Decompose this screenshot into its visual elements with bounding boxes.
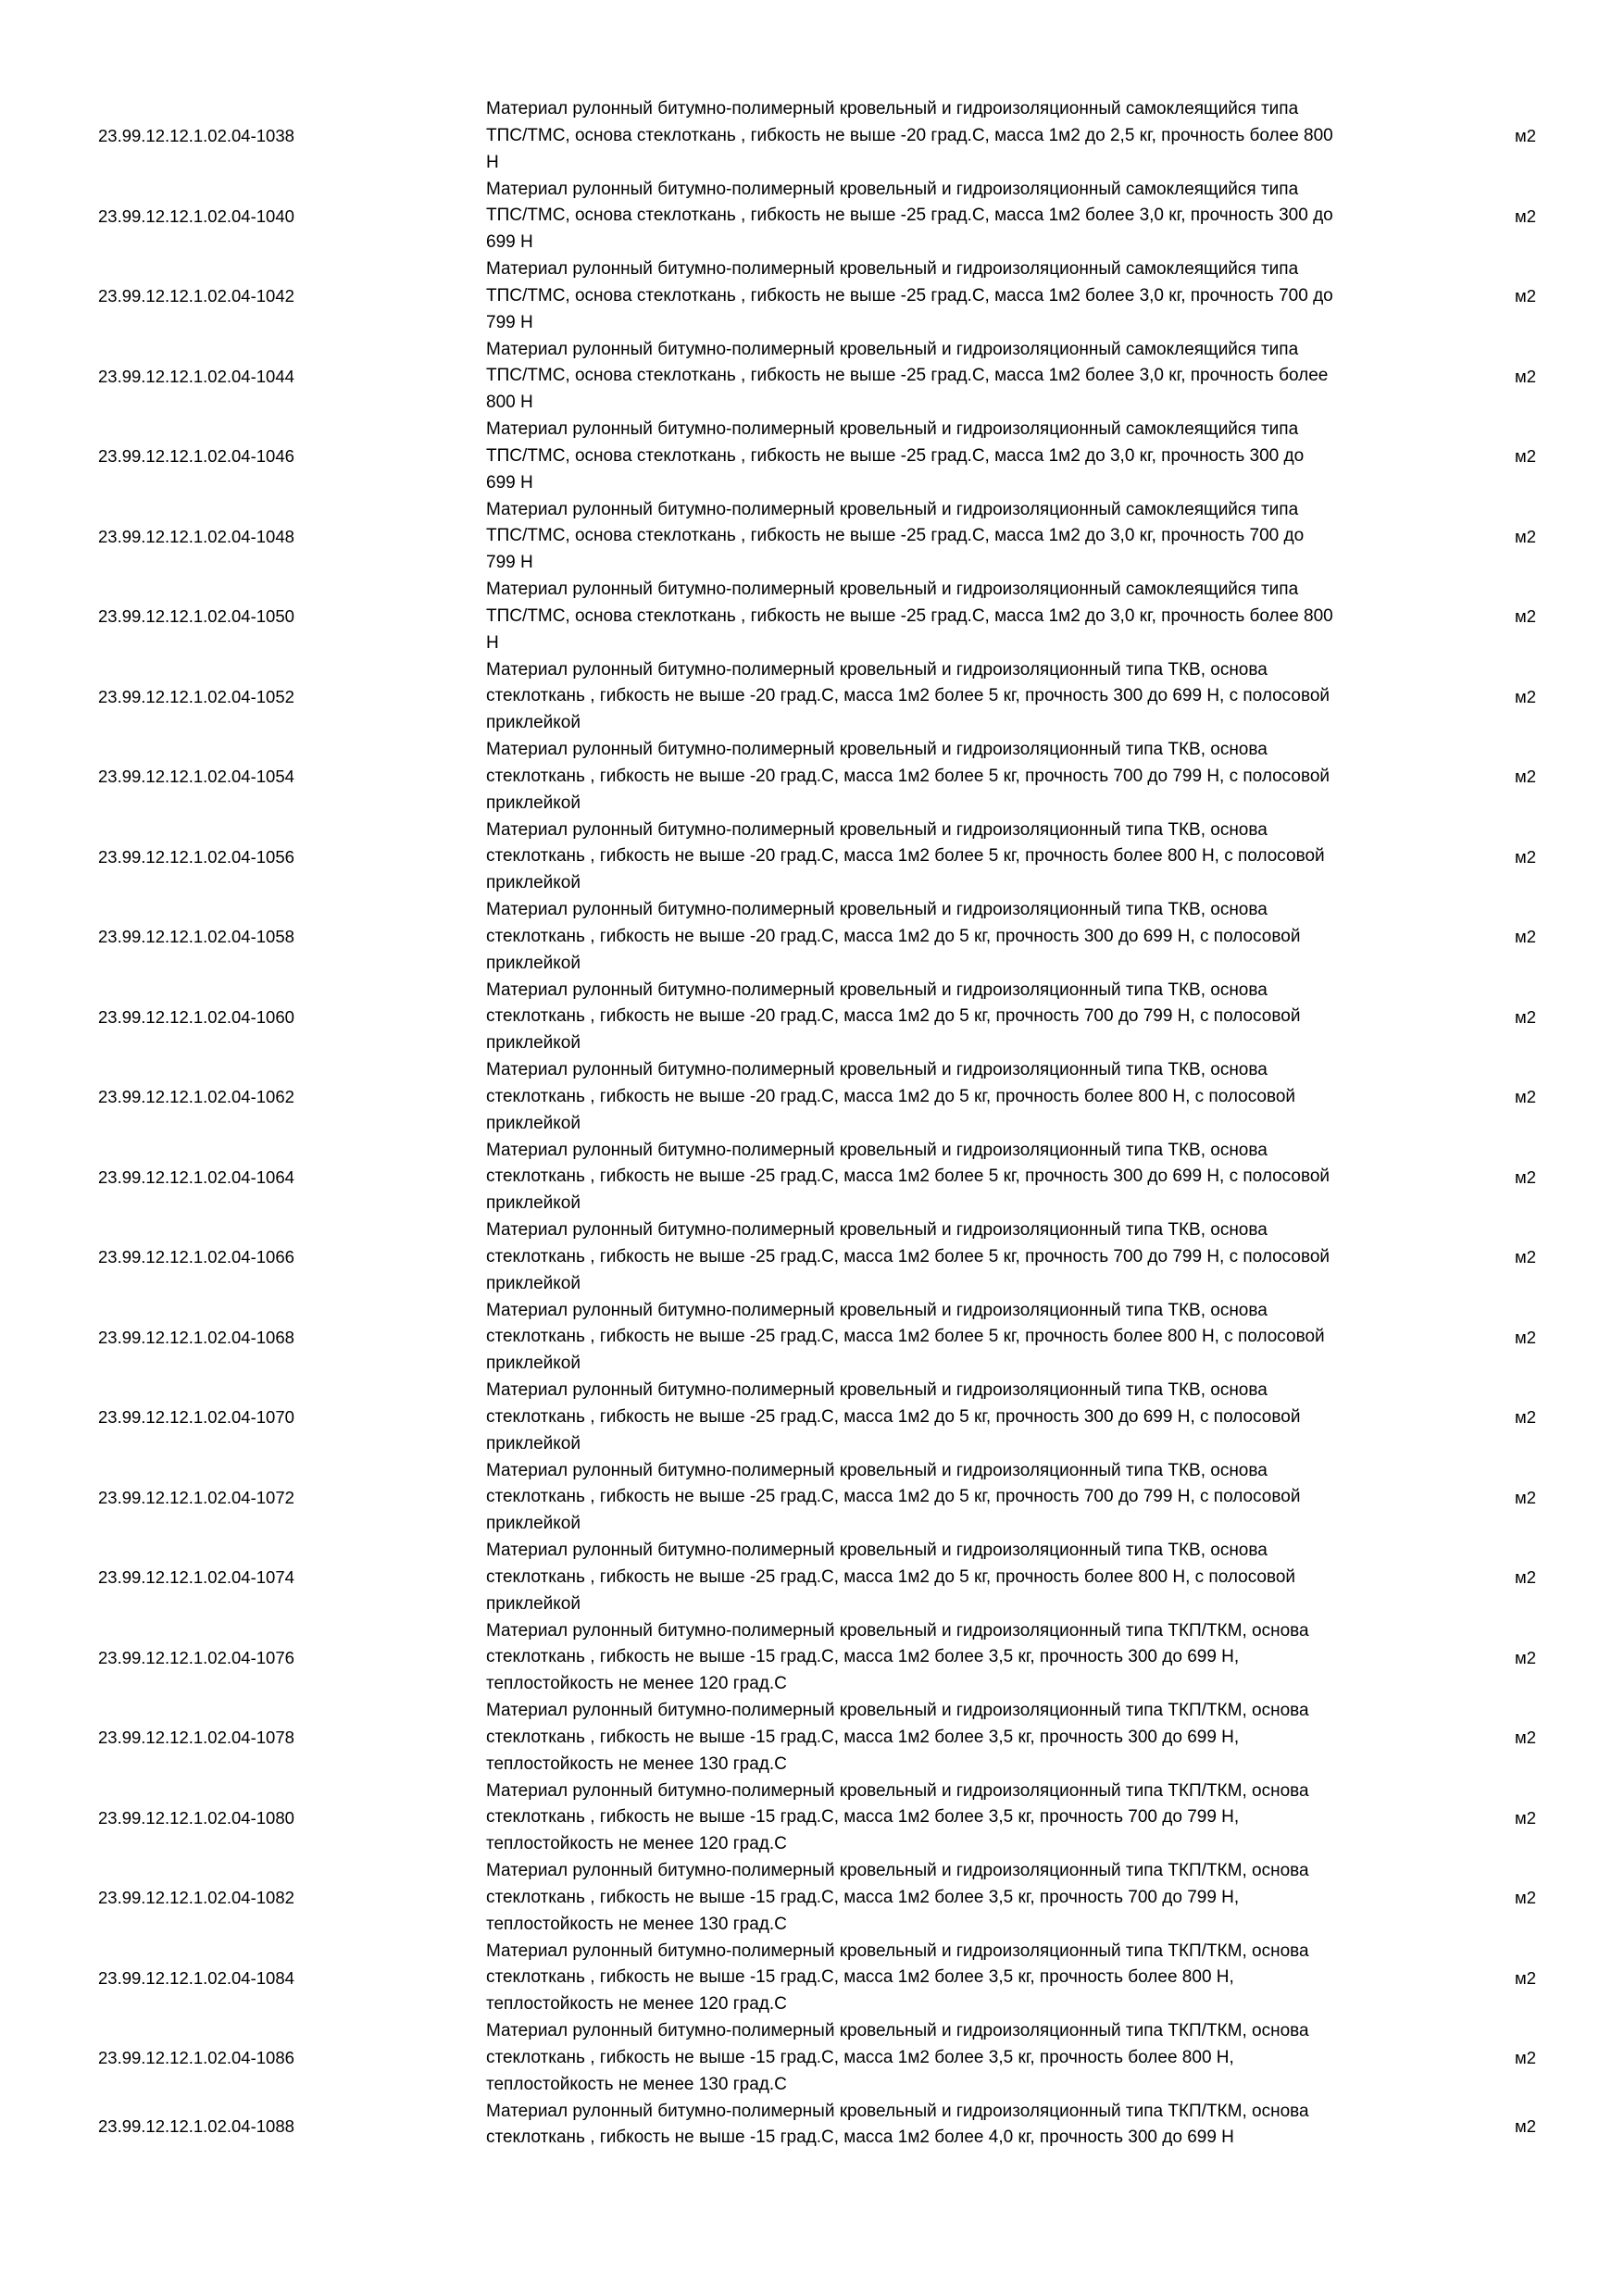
item-description	[486, 978, 1449, 1057]
description-line: приклейкой	[486, 1113, 581, 1133]
price-list-table	[0, 96, 1624, 2154]
description-line: 699 Н	[486, 472, 533, 493]
description-line: Материал рулонный битумно-полимерный кровельный и гидроизоляционный самоклеящийся типа	[486, 339, 1299, 359]
table-row	[0, 1939, 1624, 2019]
description-line: Материал рулонный битумно-полимерный кровельный и гидроизоляционный типа ТКВ, основа	[486, 1541, 1268, 1560]
item-unit: м2	[1515, 1087, 1537, 1107]
item-code: 23.99.12.12.1.02.04-1068	[98, 1327, 294, 1347]
description-line: приклейкой	[486, 873, 581, 893]
description-line: Материал рулонный битумно-полимерный кровельный и гидроизоляционный типа ТКП/ТКМ, основа	[486, 1620, 1309, 1641]
item-unit: м2	[1515, 1006, 1537, 1027]
description-line: стеклоткань , гибкость не выше -25 град.С, масса 1м2 более 5 кг, прочность 700 до 799 Н, с полосовой	[486, 1246, 1330, 1267]
description-line: Материал рулонный битумно-полимерный кровельный и гидроизоляционный типа ТКВ, основа	[486, 659, 1268, 680]
item-code: 23.99.12.12.1.02.04-1042	[98, 286, 294, 306]
item-unit: м2	[1515, 606, 1537, 627]
description-line: ТПС/ТМС, основа стеклоткань , гибкость не выше -25 град.С, масса 1м2 до 3,0 кг, прочность более 800	[486, 605, 1333, 626]
description-line: Материал рулонный битумно-полимерный кровельный и гидроизоляционный типа ТКП/ТКМ, основа	[486, 1780, 1309, 1801]
description-line: стеклоткань , гибкость не выше -15 град.С, масса 1м2 более 3,5 кг, прочность более 800 Н,	[486, 1967, 1234, 1988]
item-unit: м2	[1515, 1647, 1537, 1667]
item-description	[486, 497, 1449, 577]
description-line: Материал рулонный битумно-полимерный кровельный и гидроизоляционный типа ТКП/ТКМ, основа	[486, 2021, 1309, 2040]
description-line: ТПС/ТМС, основа стеклоткань , гибкость не выше -25 град.С, масса 1м2 более 3,0 кг, прочность 700 до	[486, 285, 1333, 306]
item-unit: м2	[1515, 1967, 1537, 1988]
table-row	[0, 1858, 1624, 1939]
item-unit: м2	[1515, 686, 1537, 706]
item-unit: м2	[1515, 366, 1537, 386]
description-line: Материал рулонный битумно-полимерный кровельный и гидроизоляционный самоклеящийся типа	[486, 179, 1299, 199]
table-row	[0, 817, 1624, 898]
item-description	[486, 1939, 1449, 2018]
description-line: приклейкой	[486, 713, 581, 733]
item-description	[486, 657, 1449, 737]
item-code: 23.99.12.12.1.02.04-1078	[98, 1728, 294, 1748]
description-line: Материал рулонный битумно-полимерный кровельный и гидроизоляционный типа ТКВ, основа	[486, 1060, 1268, 1079]
item-code: 23.99.12.12.1.02.04-1056	[98, 846, 294, 867]
item-description	[486, 2099, 1449, 2152]
table-row	[0, 1057, 1624, 1138]
item-description	[486, 1298, 1449, 1378]
description-line: 699 Н	[486, 232, 533, 253]
item-unit: м2	[1515, 1167, 1537, 1187]
item-code: 23.99.12.12.1.02.04-1060	[98, 1006, 294, 1027]
item-code: 23.99.12.12.1.02.04-1070	[98, 1407, 294, 1428]
description-line: ТПС/ТМС, основа стеклоткань , гибкость не выше -25 град.С, масса 1м2 до 3,0 кг, прочность 300 до	[486, 445, 1305, 466]
item-unit: м2	[1515, 1567, 1537, 1588]
item-description	[486, 96, 1449, 176]
description-line: Материал рулонный битумно-полимерный кровельный и гидроизоляционный самоклеящийся типа	[486, 99, 1299, 119]
description-line: стеклоткань , гибкость не выше -25 град.С, масса 1м2 до 5 кг, прочность 700 до 799 Н, с полосовой	[486, 1487, 1301, 1507]
description-line: Материал рулонный битумно-полимерный кровельный и гидроизоляционный самоклеящийся типа	[486, 499, 1299, 519]
item-code: 23.99.12.12.1.02.04-1066	[98, 1247, 294, 1267]
item-unit: м2	[1515, 286, 1537, 306]
table-row	[0, 96, 1624, 177]
item-description	[486, 1698, 1449, 1778]
item-unit: м2	[1515, 2048, 1537, 2068]
item-code: 23.99.12.12.1.02.04-1086	[98, 2048, 294, 2068]
description-line: 799 Н	[486, 312, 533, 332]
item-description	[486, 1217, 1449, 1297]
item-unit: м2	[1515, 767, 1537, 787]
table-row	[0, 1217, 1624, 1298]
description-line: Материал рулонный битумно-полимерный кровельный и гидроизоляционный типа ТКП/ТКМ, основа	[486, 1861, 1309, 1880]
description-line: стеклоткань , гибкость не выше -20 град.С, масса 1м2 до 5 кг, прочность 300 до 699 Н, с полосовой	[486, 926, 1301, 946]
description-line: ТПС/ТМС, основа стеклоткань , гибкость не выше -20 град.С, масса 1м2 до 2,5 кг, прочность более 800	[486, 125, 1333, 145]
item-code: 23.99.12.12.1.02.04-1048	[98, 526, 294, 546]
description-line: Материал рулонный битумно-полимерный кровельный и гидроизоляционный самоклеящийся типа	[486, 580, 1299, 599]
table-row	[0, 2018, 1624, 2099]
description-line: теплостойкость не менее 130 град.С	[486, 1753, 787, 1774]
item-description	[486, 417, 1449, 496]
item-unit: м2	[1515, 1807, 1537, 1828]
item-description	[486, 737, 1449, 817]
item-code: 23.99.12.12.1.02.04-1044	[98, 366, 294, 386]
item-code: 23.99.12.12.1.02.04-1076	[98, 1647, 294, 1667]
item-description	[486, 1057, 1449, 1137]
item-code: 23.99.12.12.1.02.04-1058	[98, 927, 294, 947]
table-row	[0, 1458, 1624, 1539]
description-line: теплостойкость не менее 130 град.С	[486, 1914, 787, 1934]
description-line: Материал рулонный битумно-полимерный кровельный и гидроизоляционный типа ТКП/ТКМ, основа	[486, 2101, 1309, 2121]
item-code: 23.99.12.12.1.02.04-1088	[98, 2115, 294, 2136]
item-unit: м2	[1515, 126, 1537, 146]
description-line: стеклоткань , гибкость не выше -15 град.С, масса 1м2 более 3,5 кг, прочность 300 до 699 Н,	[486, 1727, 1240, 1747]
table-row	[0, 1138, 1624, 1218]
table-row	[0, 737, 1624, 817]
description-line: приклейкой	[486, 1433, 581, 1454]
description-line: приклейкой	[486, 792, 581, 813]
description-line: стеклоткань , гибкость не выше -25 град.С, масса 1м2 более 5 кг, прочность более 800 Н, с полосовой	[486, 1327, 1325, 1347]
description-line: Материал рулонный битумно-полимерный кровельный и гидроизоляционный типа ТКВ, основа	[486, 900, 1268, 919]
description-line: теплостойкость не менее 120 град.С	[486, 1674, 787, 1694]
description-line: Материал рулонный битумно-полимерный кровельный и гидроизоляционный типа ТКВ, основа	[486, 819, 1268, 840]
item-code: 23.99.12.12.1.02.04-1046	[98, 446, 294, 467]
description-line: Материал рулонный битумно-полимерный кровельный и гидроизоляционный типа ТКП/ТКМ, основа	[486, 1701, 1309, 1720]
item-code: 23.99.12.12.1.02.04-1072	[98, 1487, 294, 1507]
table-row	[0, 1538, 1624, 1618]
description-line: Материал рулонный битумно-полимерный кровельный и гидроизоляционный типа ТКВ, основа	[486, 1460, 1268, 1480]
description-line: Материал рулонный битумно-полимерный кровельный и гидроизоляционный типа ТКП/ТКМ, основа	[486, 1940, 1309, 1961]
table-row	[0, 1778, 1624, 1859]
item-unit: м2	[1515, 1487, 1537, 1507]
description-line: 799 Н	[486, 553, 533, 573]
description-line: 800 Н	[486, 393, 533, 413]
description-line: стеклоткань , гибкость не выше -25 град.С, масса 1м2 до 5 кг, прочность 300 до 699 Н, с полосовой	[486, 1406, 1301, 1427]
item-description	[486, 1378, 1449, 1457]
table-row	[0, 897, 1624, 978]
item-unit: м2	[1515, 846, 1537, 867]
item-code: 23.99.12.12.1.02.04-1050	[98, 606, 294, 627]
description-line: теплостойкость не менее 120 град.С	[486, 1834, 787, 1854]
item-description	[486, 577, 1449, 656]
description-line: стеклоткань , гибкость не выше -20 град.С, масса 1м2 более 5 кг, прочность 300 до 699 Н, с полосовой	[486, 686, 1330, 706]
item-description	[486, 337, 1449, 417]
table-row	[0, 657, 1624, 738]
description-line: приклейкой	[486, 1593, 581, 1614]
description-line: стеклоткань , гибкость не выше -20 град.С, масса 1м2 более 5 кг, прочность более 800 Н, с полосовой	[486, 846, 1325, 867]
description-line: Материал рулонный битумно-полимерный кровельный и гидроизоляционный типа ТКВ, основа	[486, 1380, 1268, 1400]
item-description	[486, 2018, 1449, 2098]
item-description	[486, 1138, 1449, 1217]
item-unit: м2	[1515, 1247, 1537, 1267]
description-line: Материал рулонный битумно-полимерный кровельный и гидроизоляционный типа ТКВ, основа	[486, 1140, 1268, 1160]
description-line: стеклоткань , гибкость не выше -15 град.С, масса 1м2 более 3,5 кг, прочность 300 до 699 Н,	[486, 1647, 1240, 1667]
description-line: Н	[486, 632, 499, 653]
item-code: 23.99.12.12.1.02.04-1080	[98, 1807, 294, 1828]
description-line: стеклоткань , гибкость не выше -25 град.С, масса 1м2 до 5 кг, прочность более 800 Н, с полосовой	[486, 1566, 1296, 1587]
item-unit: м2	[1515, 526, 1537, 546]
description-line: Материал рулонный битумно-полимерный кровельный и гидроизоляционный самоклеящийся типа	[486, 419, 1299, 439]
table-row	[0, 1618, 1624, 1699]
table-row	[0, 177, 1624, 257]
item-code: 23.99.12.12.1.02.04-1054	[98, 767, 294, 787]
item-description	[486, 817, 1449, 897]
description-line: стеклоткань , гибкость не выше -20 град.С, масса 1м2 до 5 кг, прочность 700 до 799 Н, с полосовой	[486, 1006, 1301, 1027]
description-line: приклейкой	[486, 953, 581, 973]
item-description	[486, 1538, 1449, 1617]
table-row	[0, 1298, 1624, 1379]
description-line: Материал рулонный битумно-полимерный кровельный и гидроизоляционный типа ТКВ, основа	[486, 1300, 1268, 1320]
description-line: стеклоткань , гибкость не выше -20 град.С, масса 1м2 до 5 кг, прочность более 800 Н, с полосовой	[486, 1086, 1296, 1106]
description-line: ТПС/ТМС, основа стеклоткань , гибкость не выше -25 град.С, масса 1м2 более 3,0 кг, прочность 300 до	[486, 206, 1333, 226]
description-line: Материал рулонный битумно-полимерный кровельный и гидроизоляционный типа ТКВ, основа	[486, 1220, 1268, 1240]
description-line: ТПС/ТМС, основа стеклоткань , гибкость не выше -25 град.С, масса 1м2 до 3,0 кг, прочность 700 до	[486, 526, 1305, 546]
table-row	[0, 497, 1624, 578]
description-line: стеклоткань , гибкость не выше -20 град.С, масса 1м2 более 5 кг, прочность 700 до 799 Н, с полосовой	[486, 766, 1330, 786]
description-line: Материал рулонный битумно-полимерный кровельный и гидроизоляционный типа ТКВ, основа	[486, 980, 1268, 1000]
item-description	[486, 1858, 1449, 1938]
item-unit: м2	[1515, 1728, 1537, 1748]
table-row	[0, 978, 1624, 1058]
description-line: стеклоткань , гибкость не выше -15 град.С, масса 1м2 более 3,5 кг, прочность более 800 Н,	[486, 2047, 1234, 2067]
item-code: 23.99.12.12.1.02.04-1040	[98, 206, 294, 226]
item-description	[486, 256, 1449, 336]
item-code: 23.99.12.12.1.02.04-1064	[98, 1167, 294, 1187]
item-code: 23.99.12.12.1.02.04-1084	[98, 1967, 294, 1988]
item-unit: м2	[1515, 206, 1537, 226]
description-line: стеклоткань , гибкость не выше -15 град.С, масса 1м2 более 3,5 кг, прочность 700 до 799 Н,	[486, 1887, 1240, 1907]
item-unit: м2	[1515, 927, 1537, 947]
item-code: 23.99.12.12.1.02.04-1082	[98, 1888, 294, 1908]
description-line: приклейкой	[486, 1273, 581, 1293]
description-line: Н	[486, 152, 499, 172]
table-row	[0, 417, 1624, 497]
description-line: стеклоткань , гибкость не выше -15 град.С, масса 1м2 более 3,5 кг, прочность 700 до 799 Н,	[486, 1807, 1240, 1828]
description-line: приклейкой	[486, 1514, 581, 1534]
item-unit: м2	[1515, 2115, 1537, 2136]
table-row	[0, 2099, 1624, 2154]
table-row	[0, 1378, 1624, 1458]
item-description	[486, 177, 1449, 256]
item-unit: м2	[1515, 1888, 1537, 1908]
description-line: Материал рулонный битумно-полимерный кровельный и гидроизоляционный типа ТКВ, основа	[486, 740, 1268, 759]
description-line: приклейкой	[486, 1193, 581, 1214]
item-description	[486, 1458, 1449, 1538]
item-description	[486, 897, 1449, 977]
item-code: 23.99.12.12.1.02.04-1052	[98, 686, 294, 706]
item-code: 23.99.12.12.1.02.04-1038	[98, 126, 294, 146]
description-line: приклейкой	[486, 1033, 581, 1054]
item-code: 23.99.12.12.1.02.04-1074	[98, 1567, 294, 1588]
table-row	[0, 256, 1624, 337]
description-line: теплостойкость не менее 130 град.С	[486, 2074, 787, 2094]
description-line: ТПС/ТМС, основа стеклоткань , гибкость не выше -25 град.С, масса 1м2 более 3,0 кг, прочность более	[486, 366, 1329, 386]
description-line: теплостойкость не менее 120 град.С	[486, 1994, 787, 2015]
item-description	[486, 1778, 1449, 1858]
item-unit: м2	[1515, 1327, 1537, 1347]
table-row	[0, 577, 1624, 657]
item-unit: м2	[1515, 1407, 1537, 1428]
description-line: Материал рулонный битумно-полимерный кровельный и гидроизоляционный самоклеящийся типа	[486, 259, 1299, 279]
item-description	[486, 1618, 1449, 1698]
item-unit: м2	[1515, 446, 1537, 467]
item-code: 23.99.12.12.1.02.04-1062	[98, 1087, 294, 1107]
description-line: стеклоткань , гибкость не выше -25 град.С, масса 1м2 более 5 кг, прочность 300 до 699 Н, с полосовой	[486, 1167, 1330, 1187]
table-row	[0, 1698, 1624, 1778]
description-line: стеклоткань , гибкость не выше -15 град.С, масса 1м2 более 4,0 кг, прочность 300 до 699 Н	[486, 2128, 1234, 2148]
table-row	[0, 337, 1624, 418]
description-line: приклейкой	[486, 1354, 581, 1374]
